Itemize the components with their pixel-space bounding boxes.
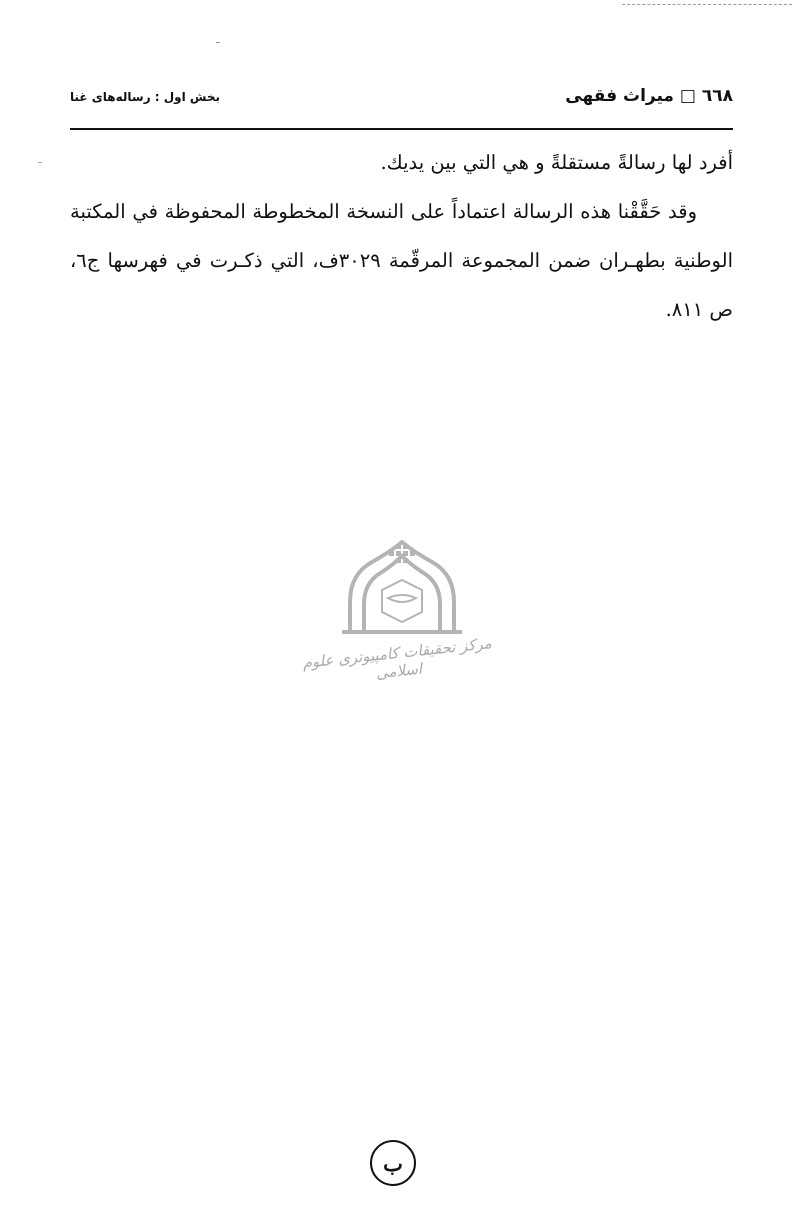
watermark-text: مرکز تحقیقات کامپیوتری علوم اسلامی [301,634,493,683]
page-marker [370,1140,416,1186]
paragraph: وقد حَقَّقْنا هذه الرسالة اعتماداً على النسخة المخطوطة المحفوظة في المكتبة الوطنية بطهـران ضمن المجموعة المرقّمة ٣٠٢٩ف، التي ذكـرت في فهرسها ج٦، ص ٨١١. [70,200,733,321]
page-title: ٦٦٨ □ میراث فقهی [565,86,733,106]
page-marker-label: ب [383,1150,403,1176]
scan-speck [38,162,42,163]
section-title: بخش اول : رساله‌های غنا [70,90,221,104]
scan-speck [216,42,220,43]
body-text [70,138,733,334]
paragraph: أفرد لها رسالةً مستقلةً و هي التي بين يديك. [380,151,733,174]
running-header [70,84,733,130]
top-edge-scan-mark [622,4,792,5]
